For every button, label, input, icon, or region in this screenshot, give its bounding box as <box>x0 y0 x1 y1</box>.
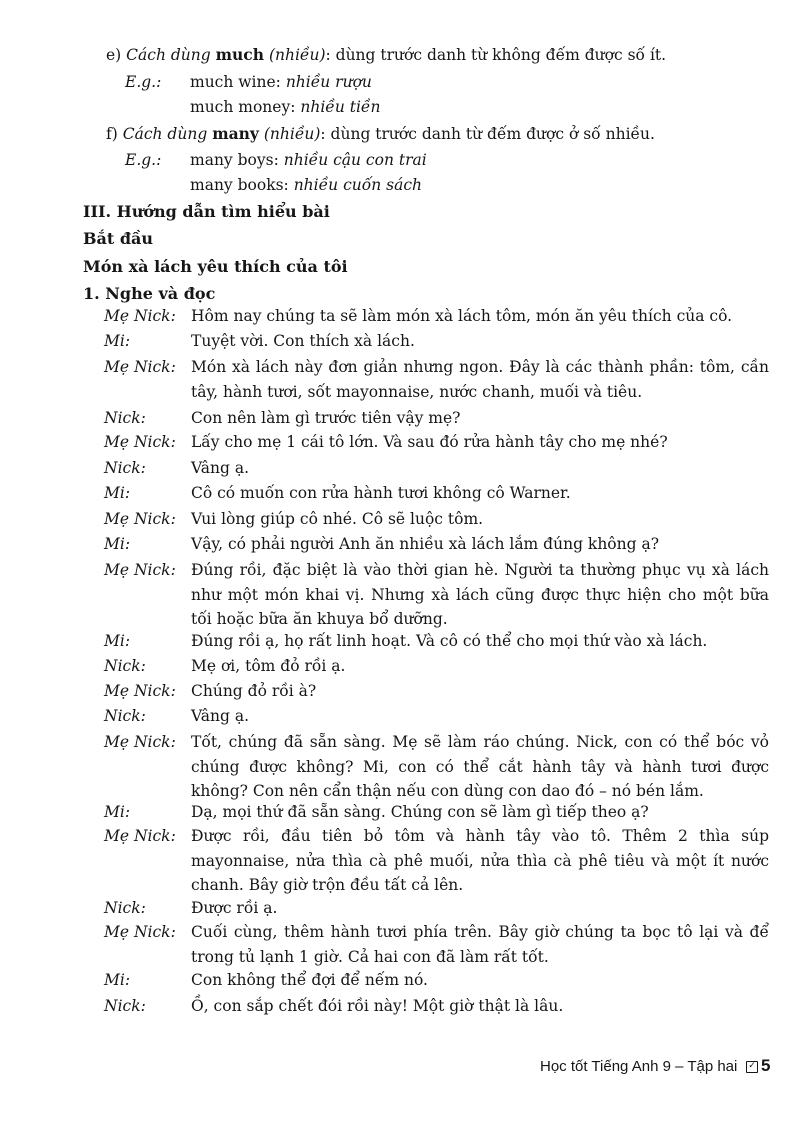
dialogue-text: Ồ, con sắp chết đói rồi này! Một giờ thật là lâu. <box>191 997 564 1015</box>
dialogue-text: Đúng rồi ạ, họ rất linh hoạt. Và cô có thể cho mọi thứ vào xà lách. <box>191 632 708 650</box>
example-vi: nhiều rượu <box>285 73 372 91</box>
dialogue-text: Tuyệt vời. Con thích xà lách. <box>191 332 415 350</box>
speaker-label: Mẹ Nick: <box>104 682 176 700</box>
dialogue-text: Được rồi, đầu tiên bỏ tôm và hành tây vào tô. Thêm 2 thìa súp mayonnaise, nửa thìa cà phê muối, nửa thìa cà phê tiêu và một ít nước chanh. Bây giờ trộn đều tất cả lên. <box>191 827 769 894</box>
speaker-label: Mẹ Nick: <box>104 307 176 325</box>
dialogue-text: Vâng ạ. <box>191 707 250 725</box>
usage-e-gloss: (nhiều) <box>268 46 326 64</box>
lesson-title: Món xà lách yêu thích của tôi <box>83 257 348 276</box>
dialogue-text: Vậy, có phải người Anh ăn nhiều xà lách lắm đúng không ạ? <box>191 535 660 553</box>
usage-e-eg-label: E.g.: <box>125 73 162 91</box>
speaker-label: Mi: <box>104 484 131 502</box>
example-en: much wine: <box>190 73 281 91</box>
example-en: much money: <box>190 98 296 116</box>
usage-f <box>106 124 655 144</box>
speaker-label: Mi: <box>104 332 131 350</box>
usage-f-eg-label: E.g.: <box>125 151 162 169</box>
speaker-label: Mi: <box>104 535 131 553</box>
usage-e-label: e) <box>106 46 122 64</box>
usage-f-desc: : dùng trước danh từ đếm được ở số nhiều. <box>320 125 655 143</box>
speaker-label: Mẹ Nick: <box>104 827 176 845</box>
example-en: many boys: <box>190 151 279 169</box>
usage-f-example-1 <box>190 150 427 170</box>
speaker-label: Nick: <box>104 997 146 1015</box>
usage-f-label: f) <box>106 125 118 143</box>
exercise-heading: 1. Nghe và đọc <box>83 284 216 303</box>
dialogue-text: Tốt, chúng đã sẵn sàng. Mẹ sẽ làm ráo chúng. Nick, con có thể bóc vỏ chúng được không? Mi, con có thể cắt hành tây và hành tươi được không? Con nên cẩn thận nếu con dùng con dao đó – nó bén lắm. <box>191 733 769 800</box>
dialogue-text: Món xà lách này đơn giản nhưng ngon. Đây là các thành phần: tôm, cần tây, hành tươi, sốt mayonnaise, nước chanh, muối và tiêu. <box>191 358 769 401</box>
example-en: many books: <box>190 176 289 194</box>
speaker-label: Mẹ Nick: <box>104 733 176 751</box>
usage-f-example-2 <box>190 175 422 195</box>
usage-e-word: much <box>215 45 265 64</box>
speaker-label: Nick: <box>104 409 146 427</box>
dialogue-text: Chúng đỏ rồi à? <box>191 682 317 700</box>
part-heading: Bắt đầu <box>83 229 154 248</box>
dialogue-text: Con không thể đợi để nếm nó. <box>191 971 428 989</box>
speaker-label: Mẹ Nick: <box>104 510 176 528</box>
example-vi: nhiều cuốn sách <box>293 176 422 194</box>
dialogue-text: Vui lòng giúp cô nhé. Cô sẽ luộc tôm. <box>191 510 484 528</box>
speaker-label: Nick: <box>104 657 146 675</box>
speaker-label: Nick: <box>104 707 146 725</box>
usage-f-word: many <box>212 124 259 143</box>
speaker-label: Mẹ Nick: <box>104 923 176 941</box>
dialogue-text: Được rồi ạ. <box>191 899 278 917</box>
book-title: Học tốt Tiếng Anh 9 – Tập hai <box>540 1058 738 1075</box>
dialogue-text: Cô có muốn con rửa hành tươi không cô Warner. <box>191 484 571 502</box>
usage-e-example-2 <box>190 97 380 117</box>
example-vi: nhiều cậu con trai <box>283 151 427 169</box>
speaker-label: Mẹ Nick: <box>104 561 176 579</box>
dialogue-text: Dạ, mọi thứ đã sẵn sàng. Chúng con sẽ làm gì tiếp theo ạ? <box>191 803 649 821</box>
speaker-label: Mẹ Nick: <box>104 358 176 376</box>
dialogue-text: Cuối cùng, thêm hành tươi phía trên. Bây giờ chúng ta bọc tô lại và để trong tủ lạnh 1 giờ. Cả hai con đã làm rất tốt. <box>191 923 769 966</box>
speaker-label: Mi: <box>104 971 131 989</box>
dialogue-text: Hôm nay chúng ta sẽ làm món xà lách tôm, món ăn yêu thích của cô. <box>191 307 733 325</box>
dialogue-text: Mẹ ơi, tôm đỏ rồi ạ. <box>191 657 346 675</box>
speaker-label: Nick: <box>104 899 146 917</box>
speaker-label: Mi: <box>104 803 131 821</box>
book-icon: ✓ <box>746 1061 758 1073</box>
usage-e-prefix: Cách dùng <box>126 46 211 64</box>
speaker-label: Nick: <box>104 459 146 477</box>
speaker-label: Mẹ Nick: <box>104 433 176 451</box>
dialogue-text: Lấy cho mẹ 1 cái tô lớn. Và sau đó rửa hành tây cho mẹ nhé? <box>191 433 668 451</box>
dialogue-text: Vâng ạ. <box>191 459 250 477</box>
speaker-label: Mi: <box>104 632 131 650</box>
usage-e-example-1 <box>190 72 372 92</box>
dialogue-text: Đúng rồi, đặc biệt là vào thời gian hè. Người ta thường phục vụ xà lách như một món khai vị. Nhưng xà lách cũng được thực hiện cho một bữa tối hoặc bữa ăn khuya bổ dưỡng. <box>191 561 769 628</box>
usage-e <box>106 45 666 65</box>
usage-e-desc: : dùng trước danh từ không đếm được số ít. <box>325 46 667 64</box>
usage-f-prefix: Cách dùng <box>122 125 208 143</box>
page-number: 5 <box>761 1056 771 1075</box>
dialogue-text: Con nên làm gì trước tiên vậy mẹ? <box>191 409 461 427</box>
usage-f-gloss: (nhiều) <box>263 125 321 143</box>
example-vi: nhiều tiền <box>300 98 381 116</box>
section-heading: III. Hướng dẫn tìm hiểu bài <box>83 202 330 221</box>
